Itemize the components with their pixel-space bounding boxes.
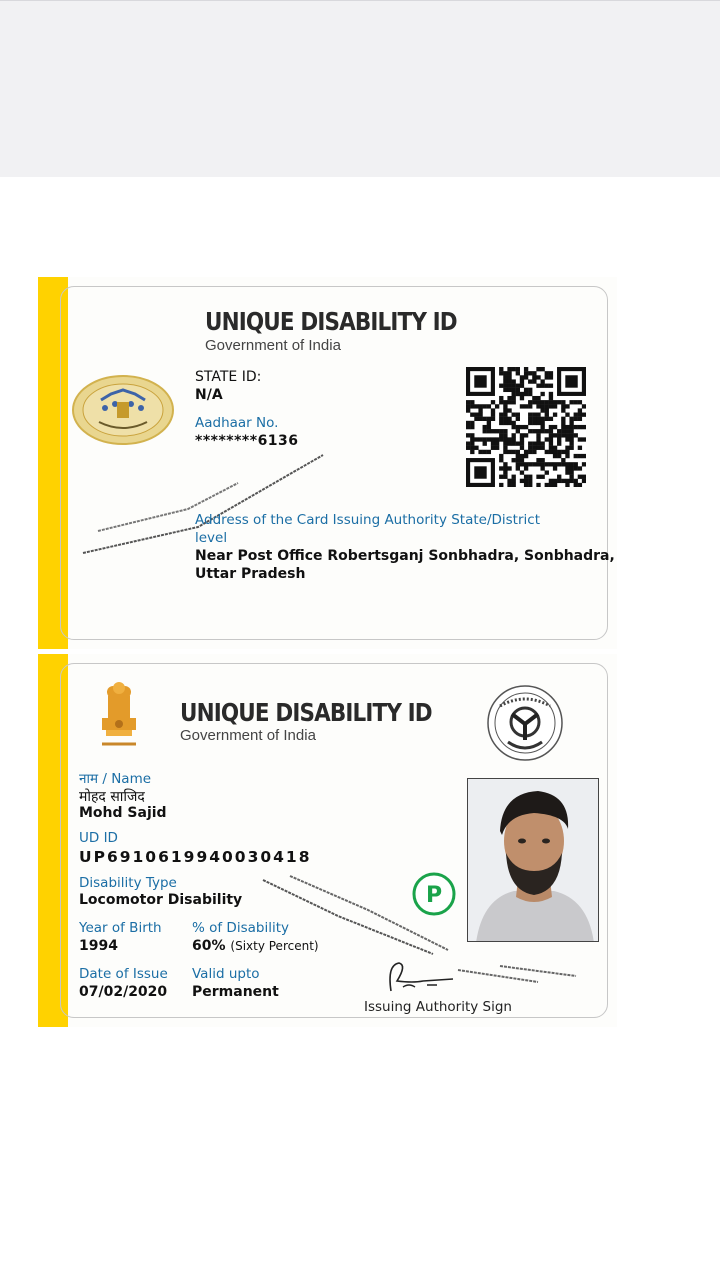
percent-label: % of Disability — [192, 920, 289, 936]
issue-label: Date of Issue — [79, 966, 168, 982]
valid-label: Valid upto — [192, 966, 260, 982]
aadhaar-label: Aadhaar No. — [195, 415, 279, 431]
top-band — [0, 0, 720, 177]
address-label-line1: Address of the Card Issuing Authority State/District — [195, 512, 540, 528]
udid-label: UD ID — [79, 830, 118, 846]
address-label-line2: level — [195, 530, 228, 546]
permanent-badge-icon — [411, 871, 457, 917]
disability-type-label: Disability Type — [79, 875, 177, 891]
authority-signature — [383, 957, 459, 997]
card-title: UNIQUE DISABILITY ID — [180, 698, 432, 727]
address-line2: Uttar Pradesh — [195, 566, 306, 582]
state-id-value: N/A — [195, 387, 223, 403]
valid-value: Permanent — [192, 984, 279, 1000]
disability-type-value: Locomotor Disability — [79, 892, 243, 908]
holder-photo — [467, 778, 599, 942]
card-subtitle: Government of India — [180, 727, 316, 744]
ashoka-emblem-icon — [94, 678, 144, 754]
percent-value-line — [192, 938, 319, 954]
up-state-seal-icon — [486, 684, 564, 762]
state-emblem-icon — [71, 374, 175, 446]
qr-code-icon — [466, 367, 586, 487]
state-id-label: STATE ID: — [195, 369, 262, 385]
percent-value: 60% — [192, 938, 226, 954]
sign-label: Issuing Authority Sign — [364, 999, 512, 1015]
name-value: Mohd Sajid — [79, 805, 167, 821]
card-subtitle: Government of India — [205, 337, 341, 354]
udid-card-back — [38, 277, 617, 649]
name-label: नाम / Name — [79, 771, 152, 787]
yob-label: Year of Birth — [79, 920, 162, 936]
issue-value: 07/02/2020 — [79, 984, 168, 1000]
address-line1: Near Post Office Robertsganj Sonbhadra, Sonbhadra, — [195, 548, 615, 564]
udid-card-front — [38, 654, 617, 1027]
percent-note: (Sixty Percent) — [230, 939, 319, 953]
yob-value: 1994 — [79, 938, 118, 954]
name-hindi: मोहद साजिद — [79, 789, 145, 805]
card-title: UNIQUE DISABILITY ID — [205, 307, 457, 336]
udid-value: UP6910619940030418 — [79, 848, 312, 866]
aadhaar-value: ********6136 — [195, 433, 299, 449]
badge-letter: P — [425, 883, 443, 908]
